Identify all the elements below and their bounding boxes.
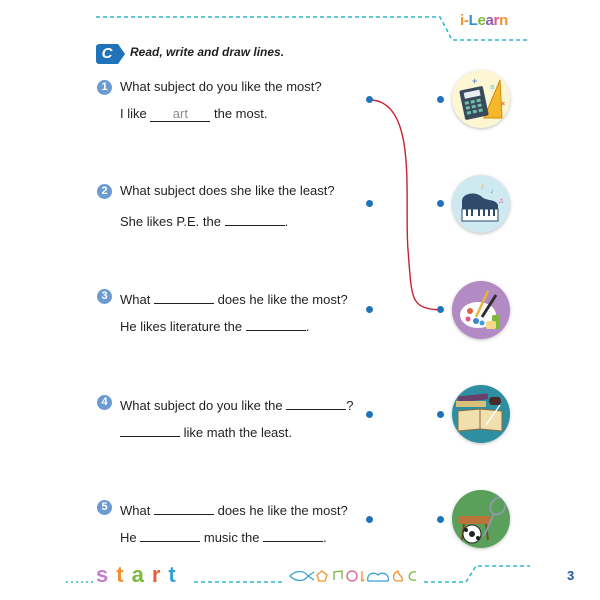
sports-gear-icon xyxy=(452,490,510,548)
question-number-1: 1 xyxy=(97,80,112,95)
answer-blank[interactable] xyxy=(154,289,214,304)
picture-2-dot[interactable] xyxy=(437,200,444,207)
answer-blank[interactable] xyxy=(140,527,200,542)
svg-text:♩: ♩ xyxy=(490,186,498,195)
question-5-dot[interactable] xyxy=(366,516,373,523)
i-learn-logo: i-Learn xyxy=(460,12,508,29)
question-number-5: 5 xyxy=(97,500,112,515)
paint-palette-icon xyxy=(452,281,510,339)
answer-blank[interactable] xyxy=(120,422,180,437)
question-number-3: 3 xyxy=(97,289,112,304)
page-number: 3 xyxy=(567,568,575,583)
question-number-2: 2 xyxy=(97,184,112,199)
answer-blank[interactable] xyxy=(286,395,346,410)
question-5-prompt: What does he like the most? xyxy=(120,500,348,518)
question-5-answer-line: He music the . xyxy=(120,527,327,545)
question-1-dot[interactable] xyxy=(366,96,373,103)
books-quill-icon xyxy=(452,385,510,443)
svg-text:=: = xyxy=(490,83,495,92)
answer-blank[interactable] xyxy=(154,500,214,515)
answer-blank[interactable] xyxy=(246,316,306,331)
question-number-4: 4 xyxy=(97,395,112,410)
picture-1-dot[interactable] xyxy=(437,96,444,103)
svg-text:♫: ♫ xyxy=(498,196,504,205)
calculator-ruler-icon xyxy=(452,70,510,128)
question-3-prompt: What does he like the most? xyxy=(120,289,348,307)
svg-text:♪: ♪ xyxy=(480,181,485,191)
svg-text:×: × xyxy=(501,101,506,108)
picture-3-dot[interactable] xyxy=(437,306,444,313)
answer-blank[interactable] xyxy=(225,211,285,226)
question-2-dot[interactable] xyxy=(366,200,373,207)
question-1-answer-line: I like art the most. xyxy=(120,106,268,121)
piano-icon xyxy=(452,175,510,233)
decorative-doodles-icon xyxy=(288,568,424,584)
answer-blank[interactable]: art xyxy=(150,107,210,122)
question-3-dot[interactable] xyxy=(366,306,373,313)
question-3-answer-line: He likes literature the . xyxy=(120,316,309,334)
question-2-answer-line: She likes P.E. the . xyxy=(120,211,288,229)
question-4-prompt: What subject do you like the ? xyxy=(120,395,353,413)
section-badge: C xyxy=(96,44,118,64)
picture-5-dot[interactable] xyxy=(437,516,444,523)
start-logo: start xyxy=(96,562,184,587)
section-instruction: Read, write and draw lines. xyxy=(130,45,285,59)
answer-blank[interactable] xyxy=(263,527,323,542)
question-2-prompt: What subject does she like the least? xyxy=(120,183,335,198)
question-4-dot[interactable] xyxy=(366,411,373,418)
picture-4-dot[interactable] xyxy=(437,411,444,418)
question-4-answer-line: like math the least. xyxy=(120,422,292,440)
question-1-prompt: What subject do you like the most? xyxy=(120,79,322,94)
svg-text:+: + xyxy=(472,76,478,86)
